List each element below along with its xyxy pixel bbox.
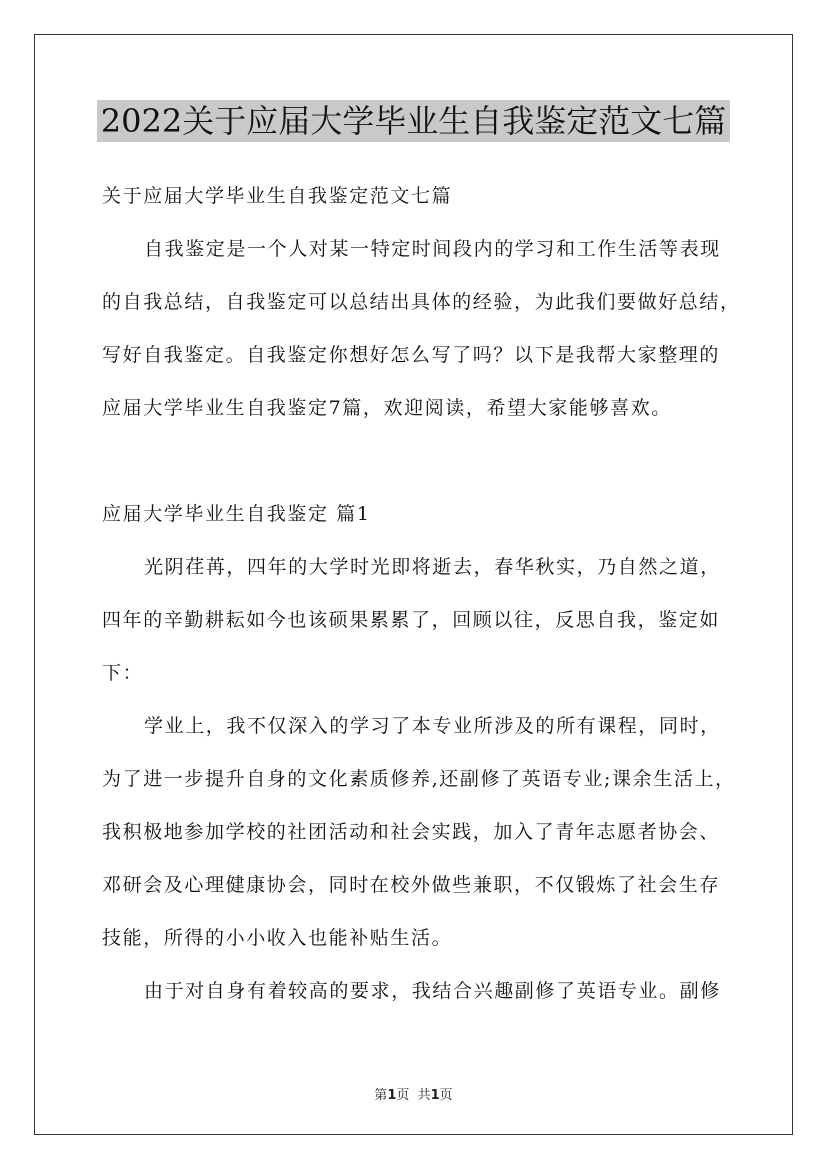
paragraph-gap bbox=[102, 435, 742, 488]
paragraph-line: 邓研会及心理健康协会，同时在校外做些兼职，不仅锻炼了社会生存 bbox=[102, 874, 721, 896]
intro-line: 的自我总结，自我鉴定可以总结出具体的经验，为此我们要做好总结， bbox=[102, 291, 741, 313]
title-container bbox=[0, 100, 827, 142]
page-label-suffix: 页 bbox=[439, 1088, 453, 1103]
page-total: 1 bbox=[430, 1088, 440, 1103]
paragraph-line: 下： bbox=[102, 662, 144, 684]
intro-line: 写好自我鉴定。自我鉴定你想好怎么写了吗？以下是我帮大家整理的 bbox=[102, 344, 721, 366]
paragraph-line: 光阴荏苒，四年的大学时光即将逝去，春华秋实，乃自然之道， bbox=[144, 556, 721, 578]
section-heading: 应届大学毕业生自我鉴定 篇1 bbox=[102, 503, 371, 525]
document-body bbox=[102, 170, 742, 1018]
page-current: 1 bbox=[387, 1088, 397, 1103]
page-label-mid: 页 共 bbox=[396, 1088, 431, 1103]
page-label-prefix: 第 bbox=[374, 1088, 388, 1103]
document-title: 2022关于应届大学毕业生自我鉴定范文七篇 bbox=[97, 100, 730, 142]
intro-line: 应届大学毕业生自我鉴定7篇，欢迎阅读，希望大家能够喜欢。 bbox=[102, 397, 672, 419]
paragraph-line: 四年的辛勤耕耘如今也该硕果累累了，回顾以往，反思自我，鉴定如 bbox=[102, 609, 721, 631]
paragraph-line: 为了进一步提升自身的文化素质修养,还副修了英语专业;课余生活上， bbox=[102, 768, 736, 790]
paragraph-line: 学业上，我不仅深入的学习了本专业所涉及的所有课程，同时， bbox=[144, 715, 721, 737]
intro-line: 自我鉴定是一个人对某一特定时间段内的学习和工作生活等表现 bbox=[144, 238, 721, 260]
document-subtitle: 关于应届大学毕业生自我鉴定范文七篇 bbox=[102, 185, 453, 207]
paragraph-line: 我积极地参加学校的社团活动和社会实践，加入了青年志愿者协会、 bbox=[102, 821, 721, 843]
paragraph-line: 由于对自身有着较高的要求，我结合兴趣副修了英语专业。副修 bbox=[144, 980, 721, 1002]
paragraph-line: 技能，所得的小小收入也能补贴生活。 bbox=[102, 927, 453, 949]
page-footer bbox=[0, 1084, 827, 1103]
